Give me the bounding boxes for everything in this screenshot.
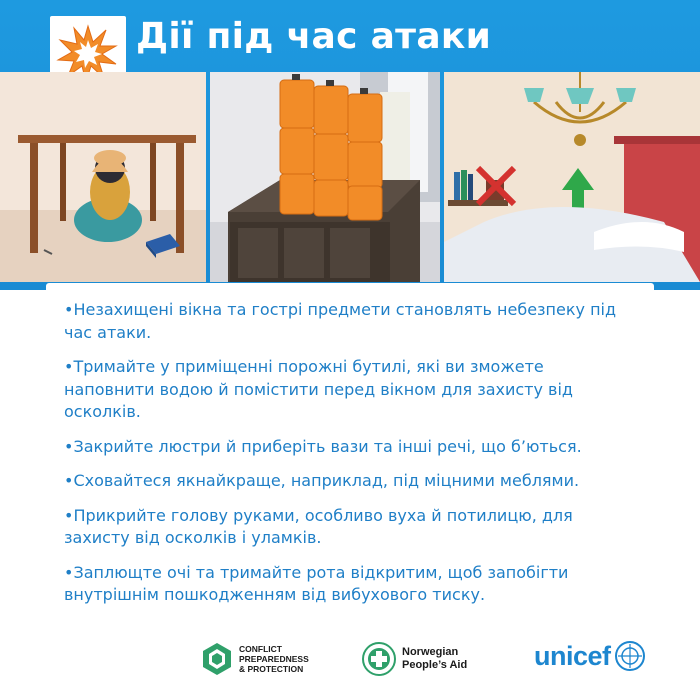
- npa-logo: [362, 642, 467, 676]
- cpp-logo: [200, 642, 309, 676]
- cpp-line-1: CONFLICT: [239, 644, 282, 654]
- bullet-glyph: •: [64, 471, 74, 490]
- instructions-card: [46, 283, 654, 623]
- header-banner: [0, 0, 700, 290]
- instruction-item: [64, 436, 636, 459]
- unicef-emblem-icon: [614, 640, 646, 672]
- cpp-line-2: PREPAREDNESS: [239, 654, 309, 664]
- cpp-line-3: & PROTECTION: [239, 664, 304, 674]
- instruction-text: Прикрийте голову руками, особливо вуха й потилицю, для захисту від осколків і уламків.: [64, 505, 573, 547]
- cpp-hexagon-icon: [200, 642, 234, 676]
- bullet-glyph: •: [64, 505, 74, 525]
- instruction-text: Сховайтеся якнайкраще, наприклад, під міцними меблями.: [73, 471, 580, 490]
- instruction-text: Тримайте у приміщенні порожні бутилі, які ви зможете наповнити водою й помістити перед вікном для захисту від осколків.: [64, 357, 573, 421]
- npa-line-1: Norwegian: [402, 646, 459, 658]
- instruction-item: [64, 470, 636, 493]
- illustration-person-under-table: [0, 72, 206, 282]
- footer-logos: [0, 628, 700, 692]
- bullet-glyph: •: [64, 562, 74, 582]
- instruction-text: Незахищені вікна та гострі предмети становлять небезпеку під час атаки.: [64, 300, 617, 342]
- npa-cross-icon: [362, 642, 396, 676]
- instruction-item: [64, 505, 636, 550]
- npa-line-2: People’s Aid: [402, 659, 468, 671]
- illustration-chandelier-vases: [444, 72, 700, 282]
- bullet-glyph: •: [64, 357, 74, 376]
- instruction-item: [64, 562, 636, 607]
- instruction-text: Закрийте люстри й приберіть вази та інші речі, що б’ються.: [73, 436, 582, 456]
- page-title: Дії під час атаки: [136, 16, 492, 57]
- bullet-glyph: •: [64, 300, 74, 319]
- instruction-item: [64, 356, 636, 424]
- instruction-list: [46, 283, 654, 607]
- instruction-text: Заплющте очі та тримайте рота відкритим, щоб запобігти внутрішнім пошкодженням від вибухового тиску.: [64, 562, 569, 604]
- instruction-item: [64, 299, 636, 344]
- unicef-logo: [534, 640, 646, 672]
- illustration-water-bottles-window: [210, 72, 440, 282]
- unicef-wordmark: unicef: [534, 640, 611, 671]
- bullet-glyph: •: [64, 436, 74, 456]
